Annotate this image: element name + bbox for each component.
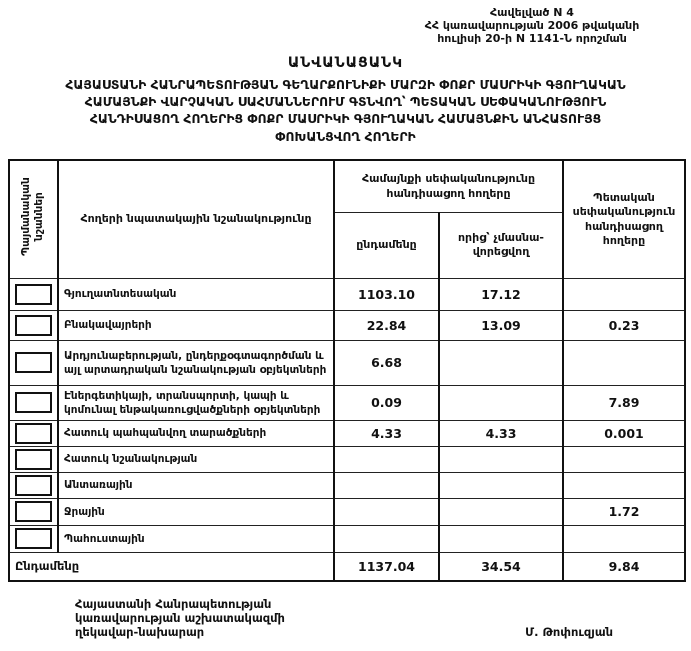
row-label: Արդյունաբերության, ընդերքօգտագործման և այլ արտադրական նշանակության օբյեկտների [58,340,334,385]
total-cell-total: 1137.04 [334,552,439,581]
row-label: Անտառային [58,472,334,498]
cell-state [563,472,685,498]
cell-non-privatizable [439,446,563,472]
subtitle-line: ՓՈԽԱՆՑՎՈՂ ՀՈՂԵՐԻ [275,129,416,144]
signature-name: Մ. Թոփուզյան [525,625,613,640]
appendix-note [377,6,687,46]
row-label: Հատուկ նշանակության [58,446,334,472]
conditional-sign-cell [9,278,58,310]
row-label: Պահուստային [58,525,334,552]
conditional-sign-box [15,449,52,470]
signatory-title-line: կառավարության աշխատակազմի [75,611,285,626]
cell-non-privatizable [439,525,563,552]
total-label: Ընդամենը [9,552,334,581]
cell-non-privatizable [439,498,563,525]
subtitle-line: ՀԱՆԴԻՍԱՑՈՂ ՀՈՂԵՐԻՑ ՓՈՔՐ ՄԱՍՐԻԿԻ ԳՅՈՒՂԱԿԱՆ ՀԱՄԱՅՆՔԻՆ ԱՆՀԱՏՈՒՅՑ [89,112,602,127]
cell-non-privatizable [439,472,563,498]
conditional-sign-box [15,284,52,305]
cell-state: 1.72 [563,498,685,525]
cell-total [334,498,439,525]
cell-total: 4.33 [334,420,439,446]
conditional-sign-cell [9,446,58,472]
cell-total: 22.84 [334,310,439,340]
cell-state: 0.23 [563,310,685,340]
cell-state [563,278,685,310]
table-row [9,446,685,472]
cell-non-privatizable: 4.33 [439,420,563,446]
col-header-land-purpose: Հողերի նպատակային նշանակությունը [58,160,334,278]
conditional-sign-cell [9,525,58,552]
cell-state [563,446,685,472]
conditional-sign-cell [9,340,58,385]
row-label: Գյուղատնտեսական [58,278,334,310]
cell-total [334,446,439,472]
conditional-sign-box [15,315,52,336]
table-row [9,310,685,340]
conditional-sign-box [15,392,52,413]
cell-non-privatizable [439,340,563,385]
total-cell-non-privatizable: 34.54 [439,552,563,581]
conditional-sign-box [15,501,52,522]
table-row [9,340,685,385]
cell-total: 0.09 [334,385,439,420]
footer [75,597,613,639]
subtitle-line: ՀԱՅԱՍՏԱՆԻ ՀԱՆՐԱՊԵՏՈՒԹՅԱՆ ԳԵՂԱՐՔՈՒՆԻՔԻ ՄԱՐԶԻ ՓՈՔՐ ՄԱՍՐԻԿԻ ԳՅՈՒՂԱԿԱՆ [65,77,626,92]
cell-state [563,340,685,385]
land-table [8,159,686,582]
cell-non-privatizable: 17.12 [439,278,563,310]
col-header-state-owned: Պետական սեփականություն հանդիսացող հողերը [563,160,685,278]
signatory-block [75,597,285,639]
table-header-row-1 [9,160,685,212]
row-label: Էներգետիկայի, տրանսպորտի, կապի և կոմունալ ենթակառուցվածքների օբյեկտների [58,385,334,420]
subtitle-line: ՀԱՄԱՅՆՔԻ ՎԱՐՉԱԿԱՆ ՍԱՀՄԱՆՆԵՐՈՒՄ ԳՏՆՎՈՂ՝ ՊԵՏԱԿԱՆ ՍԵՓԱԿԱՆՈՒԹՅՈՒՆ [84,95,607,110]
appendix-note-line: ՀՀ կառավարության 2006 թվականի [424,19,640,33]
cell-non-privatizable: 13.09 [439,310,563,340]
conditional-sign-box [15,475,52,496]
appendix-note-line: Հավելված N 4 [490,6,574,19]
document-title: ԱՆՎԱՆԱՑԱՆԿ [287,54,404,71]
cell-state [563,525,685,552]
conditional-sign-cell [9,472,58,498]
conditional-sign-cell [9,498,58,525]
conditional-sign-box [15,423,52,444]
conditional-sign-cell [9,420,58,446]
cell-total [334,525,439,552]
row-label: Բնակավայրերի [58,310,334,340]
col-header-conditional-signs [9,160,58,278]
table-row [9,472,685,498]
col-header-non-privatizable: որից՝ չմասնավորեցվող [439,213,563,279]
table-row [9,385,685,420]
conditional-sign-cell [9,310,58,340]
document-subtitle [0,77,691,147]
conditional-sign-cell [9,385,58,420]
table-row [9,498,685,525]
conditional-sign-box [15,352,52,373]
signatory-title-line: ղեկավար-նախարար [75,625,205,640]
cell-non-privatizable [439,385,563,420]
col-header-total: ընդամենը [334,213,439,279]
total-row [9,552,685,581]
cell-total: 6.68 [334,340,439,385]
total-cell-state: 9.84 [563,552,685,581]
cell-total: 1103.10 [334,278,439,310]
table-row [9,278,685,310]
col-header-conditional-signs-label: Պայմանական նշաններ [20,178,46,257]
signatory-title-line: Հայաստանի Հանրապետության [75,597,272,612]
cell-total [334,472,439,498]
cell-state: 7.89 [563,385,685,420]
row-label: Ջրային [58,498,334,525]
table-row [9,525,685,552]
col-header-community-owned-group: Համայնքի սեփականությունը հանդիսացող հողերը [334,160,563,212]
conditional-sign-box [15,528,52,549]
table-row [9,420,685,446]
appendix-note-line: հուլիսի 20-ի N 1141-Ն որոշման [437,32,627,46]
row-label: Հատուկ պահպանվող տարածքների [58,420,334,446]
cell-state: 0.001 [563,420,685,446]
